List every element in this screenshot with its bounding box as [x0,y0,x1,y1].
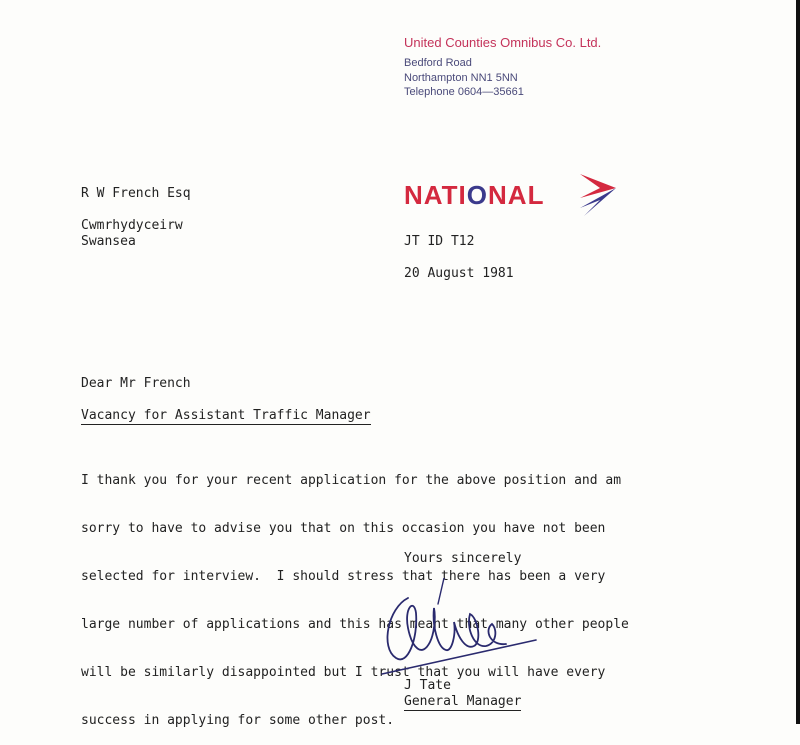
company-telephone: Telephone 0604—35661 [404,86,524,98]
signature-scrawl [378,578,548,678]
scan-edge [796,0,800,724]
body-line: will be similarly disappointed but I trust that you will have every [81,665,606,680]
signature [378,578,548,682]
body-line: I thank you for your recent application for the above position and am [81,473,622,488]
logo-wordmark: NATIONAL [404,180,545,210]
company-name: United Counties Omnibus Co. Ltd. [404,35,602,50]
subject-line: Vacancy for Assistant Traffic Manager [81,408,371,423]
reference: JT ID T12 [404,234,475,249]
national-logo [404,170,624,224]
recipient-line2: Swansea [81,234,136,249]
company-city: Northampton NN1 5NN [404,72,518,84]
recipient-name: R W French Esq [81,186,191,201]
signatory-name: J Tate [404,678,451,693]
chevron-icon [580,174,616,216]
body-line: large number of applications and this has meant that many other people [81,617,629,632]
body-line: selected for interview. I should stress that there has been a very [81,569,606,584]
salutation: Dear Mr French [81,376,191,391]
body-line: success in applying for some other post. [81,713,395,728]
closing: Yours sincerely [404,551,522,566]
signatory-title: General Manager [404,694,522,709]
company-street: Bedford Road [404,57,472,69]
letter-date: 20 August 1981 [404,266,514,281]
recipient-line1: Cwmrhydyceirw [81,218,183,233]
body-line: sorry to have to advise you that on this occasion you have not been [81,521,606,536]
national-logo-svg [404,170,624,220]
